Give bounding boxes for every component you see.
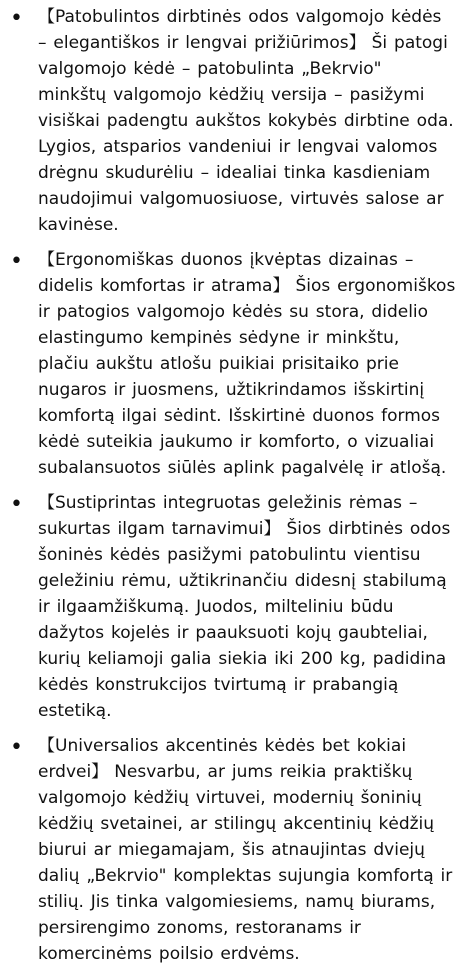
feature-text xyxy=(38,4,456,238)
feature-heading: 【Ergonomiškas duonos įkvėptas dizainas – didelis komfortas ir atrama】 xyxy=(38,250,414,296)
bullet-icon: • xyxy=(10,6,23,31)
feature-heading: 【Universalios akcentinės kėdės bet kokiai erdvei】 xyxy=(38,736,407,782)
feature-body: Ši patogi valgomojo kėdė – patobulinta „Bekrvio" minkštų valgomojo kėdžių versija – pasižymi visiškai padengtu aukštos kokybės dirbtine oda. Lygios, atsparios vandeniui ir lengvai valomos drėgnu skudurėliu – idealiai tinka kasdieniam naudojimui valgomuosiuose, virtuvės salose ar kavinėse. xyxy=(38,33,454,235)
feature-item-leather xyxy=(0,4,464,238)
feature-item-ergonomic xyxy=(0,247,464,481)
feature-body: Šios dirbtinės odos šoninės kėdės pasižymi patobulintu vientisu geležiniu rėmu, užtikrinančiu didesnį stabilumą ir ilgaamžiškumą. Juodos, milteliniu būdu dažytos kojelės ir paauksuoti kojų gaubteliai, kurių keliamoji galia siekia iki 200 kg, padidina kėdės konstrukcijos tvirtumą ir prabangią estetiką. xyxy=(38,519,451,721)
feature-body: Šios ergonomiškos ir patogios valgomojo kėdės su stora, didelio elastingumo kempinės sėdyne ir minkštu, plačiu aukštu atlošu puikiai prisitaiko prie nugaros ir juosmens, užtikrindamos išskirtinį komfortą ilgai sėdint. Išskirtinė duonos formos kėdė suteikia jaukumo ir komforto, o vizualiai subalansuotos siūlės aplink pagalvėlę ir atlošą. xyxy=(38,276,456,478)
feature-text xyxy=(38,247,456,481)
bullet-icon: • xyxy=(10,249,23,274)
bullet-icon: • xyxy=(10,492,23,517)
bullet-icon: • xyxy=(10,735,23,760)
feature-heading: 【Sustiprintas integruotas geležinis rėmas – sukurtas ilgam tarnavimui】 xyxy=(38,493,418,539)
feature-body: Nesvarbu, ar jums reikia praktiškų valgomojo kėdžių virtuvei, modernių šoninių kėdžių svetainei, ar stilingų akcentinių kėdžių biurui ar miegamajam, šis atnaujintas dviejų dalių „Bekrvio" komplektas sujungia komfortą ir stilių. Jis tinka valgomiesiems, namų biurams, persirengimo zonoms, restoranams ir komercinėms poilsio erdvėms. xyxy=(38,762,453,964)
feature-heading: 【Patobulintos dirbtinės odos valgomojo kėdės – elegantiškos ir lengvai prižiūrimos】 xyxy=(38,7,442,53)
feature-item-frame xyxy=(0,490,464,724)
feature-item-versatile xyxy=(0,733,464,967)
feature-text xyxy=(38,490,456,724)
feature-text xyxy=(38,733,456,967)
